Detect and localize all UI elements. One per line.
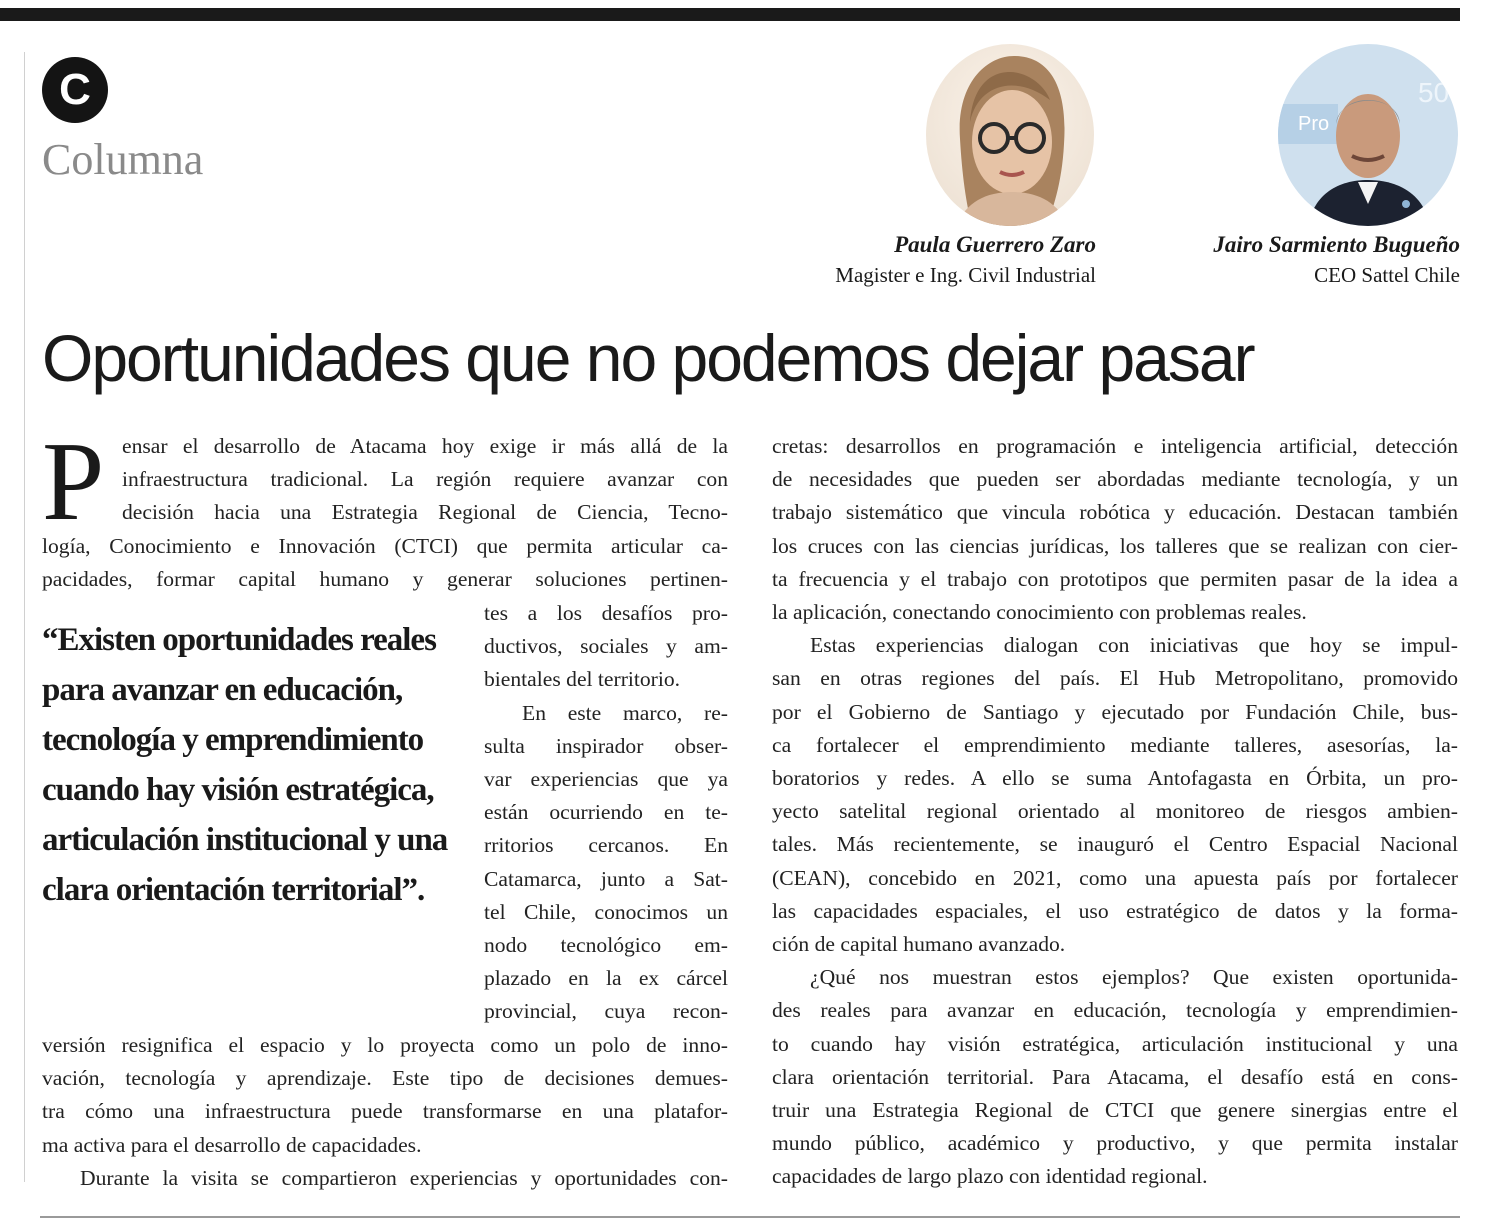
text-line: sulta inspirador obser- xyxy=(484,733,728,758)
column-1-intro xyxy=(122,430,728,530)
text-line: tra cómo una infraestructura puede transformarse en una platafor- xyxy=(42,1099,728,1124)
headline: Oportunidades que no podemos dejar pasar xyxy=(42,321,1254,395)
text-line: ma activa para el desarrollo de capacidades. xyxy=(42,1132,422,1157)
text-line: de necesidades que pueden ser abordadas mediante tecnología, y un xyxy=(772,467,1458,492)
text-line: tes a los desafíos pro- xyxy=(484,601,728,625)
backdrop-text: Pro xyxy=(1298,113,1330,135)
text-line: capacidades de largo plazo con identidad regional. xyxy=(772,1164,1208,1189)
text-line: ¿Qué nos muestran estos ejemplos? Que existen oportunida- xyxy=(810,965,1458,990)
text-line: ensar el desarrollo de Atacama hoy exige ir más allá de la xyxy=(122,434,728,458)
backdrop-number: 50 xyxy=(1418,77,1450,108)
text-line: ta frecuencia y el trabajo con prototipos que permiten pasar de la idea a xyxy=(772,566,1458,591)
text-line: var experiencias que ya xyxy=(484,767,728,792)
text-line: vación, tecnología y aprendizaje. Este tipo de decisiones demues- xyxy=(42,1066,728,1091)
text-line: las capacidades espaciales, el uso estratégico de datos y la forma- xyxy=(772,898,1458,923)
text-line: tales. Más recientemente, se inauguró el Centro Espacial Nacional xyxy=(772,832,1458,857)
text-line: des reales para avanzar en educación, tecnología y emprendimien- xyxy=(772,998,1458,1023)
text-line: yecto satelital regional orientado al monitoreo de riesgos ambien- xyxy=(772,799,1458,824)
author-photo-paula xyxy=(926,44,1094,226)
author-name: Jairo Sarmiento Bugueño xyxy=(1213,232,1460,257)
text-line: están ocurriendo en te- xyxy=(484,800,728,825)
text-line: logía, Conocimiento e Innovación (CTCI) que permita articular ca- xyxy=(42,534,728,558)
column-2 xyxy=(772,430,1458,1194)
text-line: por el Gobierno de Santiago y ejecutado por Fundación Chile, bus- xyxy=(772,699,1458,724)
text-line: decisión hacia una Estrategia Regional de Ciencia, Tecno- xyxy=(122,500,728,525)
text-line: ca fortalecer el emprendimiento mediante talleres, asesorías, la- xyxy=(772,732,1458,757)
section-badge: C xyxy=(42,57,108,123)
pull-quote: “Existen oportunidades reales para avanzar en educación, tecnología y emprendimiento cuando hay visión estratégica, articulación institucional y una clara orientación territorial”. xyxy=(42,622,448,908)
column-1-bottom xyxy=(42,1029,728,1195)
drop-cap: P xyxy=(42,420,105,544)
author-jairo xyxy=(1160,44,1460,294)
author-photo-jairo xyxy=(1278,44,1458,226)
author-role: CEO Sattel Chile xyxy=(1314,263,1460,287)
text-line: la aplicación, conectando conocimiento con problemas reales. xyxy=(772,600,1307,625)
text-line: nodo tecnológico em- xyxy=(484,933,728,958)
portrait-man-icon xyxy=(1278,44,1458,226)
text-line: rritorios cercanos. En xyxy=(484,833,728,858)
text-line: trabajo sistemático que vincula robótica y educación. Destacan también xyxy=(772,500,1458,525)
text-line: ción de capital humano avanzado. xyxy=(772,932,1066,957)
text-line: plazado en la ex cárcel xyxy=(484,966,728,991)
text-line: versión resignifica el espacio y lo proyecta como un polo de inno- xyxy=(42,1033,728,1057)
bottom-rule xyxy=(40,1216,1460,1218)
text-line: tel Chile, conocimos un xyxy=(484,899,728,924)
text-line: cretas: desarrollos en programación e inteligencia artificial, detección xyxy=(772,434,1458,458)
text-line: infraestructura tradicional. La región requiere avanzar con xyxy=(122,467,728,492)
text-line: Estas experiencias dialogan con iniciativas que hoy se impul- xyxy=(810,633,1458,658)
text-line: ductivos, sociales y am- xyxy=(484,634,728,659)
portrait-woman-icon xyxy=(926,44,1094,226)
text-line: En este marco, re- xyxy=(522,700,728,725)
text-line: to cuando hay visión estratégica, articulación institucional y una xyxy=(772,1031,1458,1056)
text-line: bientales del territorio. xyxy=(484,667,681,692)
column-1-narrow xyxy=(484,597,728,1029)
text-line: (CEAN), concebido en 2021, como una apuesta país por fortalecer xyxy=(772,865,1458,890)
top-rule xyxy=(0,8,1460,21)
text-line: truir una Estrategia Regional de CTCI que genere sinergias entre el xyxy=(772,1098,1458,1123)
text-line: provincial, cuya recon- xyxy=(484,999,728,1024)
left-margin-rule xyxy=(24,52,25,1182)
text-line: Catamarca, junto a Sat- xyxy=(484,866,728,891)
text-line: mundo público, académico y productivo, y que permita instalar xyxy=(772,1131,1458,1156)
section-label: Columna xyxy=(42,135,204,184)
text-line: boratorios y redes. A ello se suma Antofagasta en Órbita, un pro- xyxy=(772,766,1458,791)
author-role: Magister e Ing. Civil Industrial xyxy=(835,263,1096,287)
text-line: san en otras regiones del país. El Hub Metropolitano, promovido xyxy=(772,666,1458,691)
text-line: clara orientación territorial. Para Atacama, el desafío está en cons- xyxy=(772,1064,1458,1089)
column-1-full xyxy=(42,530,728,596)
text-line: los cruces con las ciencias jurídicas, los talleres que se realizan con cier- xyxy=(772,533,1458,558)
text-line: Durante la visita se compartieron experiencias y oportunidades con- xyxy=(80,1165,728,1190)
text-line: pacidades, formar capital humano y generar soluciones pertinen- xyxy=(42,567,728,592)
author-name: Paula Guerrero Zaro xyxy=(894,232,1096,257)
author-paula xyxy=(800,44,1096,294)
